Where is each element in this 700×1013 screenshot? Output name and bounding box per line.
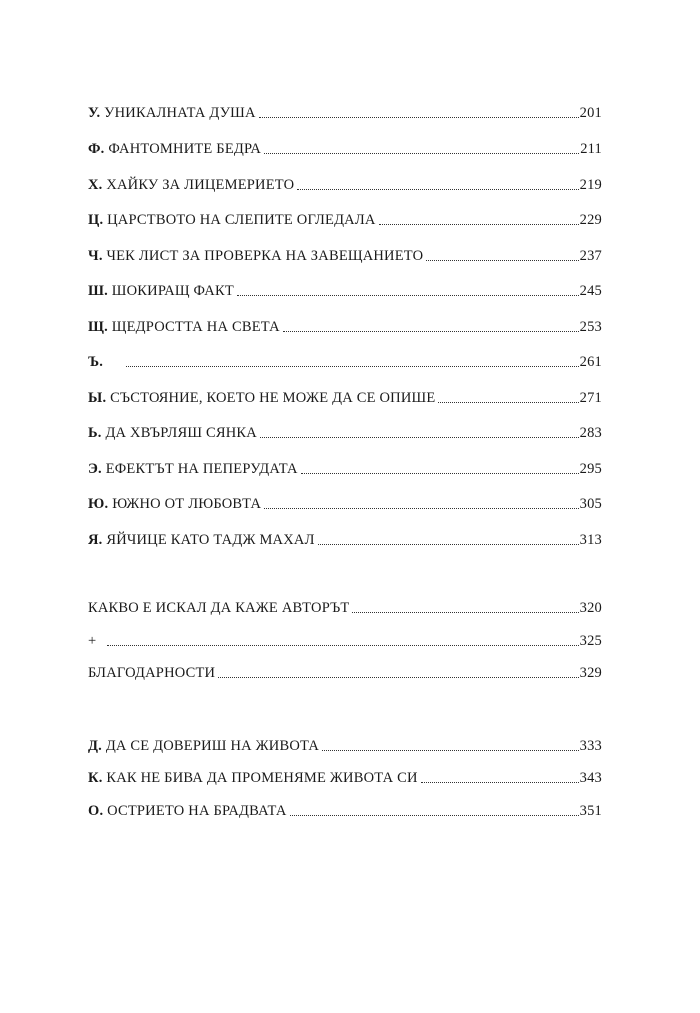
- dot-leader: [318, 544, 579, 545]
- toc-entry-letter: Э.: [88, 461, 106, 477]
- toc-entry-letter: Ю.: [88, 496, 113, 512]
- toc-entry-page: 211: [580, 141, 602, 157]
- toc-entry[interactable]: [88, 659, 602, 681]
- toc-entry[interactable]: [88, 242, 602, 264]
- toc-entry-page: 229: [579, 212, 602, 228]
- toc-entry-title: ХАЙКУ ЗА ЛИЦЕМЕРИЕТО: [106, 177, 295, 193]
- dot-leader: [107, 645, 579, 646]
- toc-entry[interactable]: [88, 490, 602, 512]
- toc-entry[interactable]: [88, 732, 602, 754]
- toc-entry-page: 261: [579, 354, 602, 370]
- dot-leader: [290, 815, 579, 816]
- dot-leader: [438, 402, 578, 403]
- dot-leader: [259, 117, 579, 118]
- toc-entry-letter: Щ.: [88, 319, 112, 335]
- toc-entry-page: 237: [579, 248, 602, 264]
- dot-leader: [379, 224, 579, 225]
- dot-leader: [421, 782, 579, 783]
- toc-entry-title: КАК НЕ БИВА ДА ПРОМЕНЯМЕ ЖИВОТА СИ: [106, 770, 418, 786]
- toc-entry-page: 343: [579, 770, 602, 786]
- dot-leader: [301, 473, 579, 474]
- toc-entry-letter: Ь.: [88, 425, 106, 441]
- toc-entry-page: 245: [579, 283, 602, 299]
- toc-entry-page: 271: [579, 390, 602, 406]
- toc-entry-title: ОСТРИЕТО НА БРАДВАТА: [107, 803, 287, 819]
- toc-entry[interactable]: [88, 526, 602, 548]
- toc-entry-title: ЕФЕКТЪТ НА ПЕПЕРУДАТА: [105, 461, 298, 477]
- toc-entry[interactable]: [88, 455, 602, 477]
- dot-leader: [322, 750, 579, 751]
- toc-entry-title: ФАНТОМНИТЕ БЕДРА: [108, 141, 262, 157]
- toc-entry-page: 219: [579, 177, 602, 193]
- toc-entry-title: ЦАРСТВОТО НА СЛЕПИТЕ ОГЛЕДАЛА: [107, 212, 376, 228]
- toc-entry[interactable]: [88, 135, 602, 157]
- toc-entry-title: ШОКИРАЩ ФАКТ: [111, 283, 234, 299]
- toc-entry-page: 295: [579, 461, 602, 477]
- toc-entry-letter: У.: [88, 105, 105, 121]
- toc-entry-letter: К.: [88, 770, 107, 786]
- toc-entry-page: 313: [579, 532, 602, 548]
- toc-entry-page: 320: [579, 600, 602, 616]
- toc-entry-letter: Ц.: [88, 212, 108, 228]
- dot-leader: [352, 612, 578, 613]
- toc-entry-letter: Ъ.: [88, 354, 107, 370]
- toc-entry-letter: Я.: [88, 532, 107, 548]
- toc-entry[interactable]: [88, 594, 602, 616]
- toc-entry-page: 305: [579, 496, 602, 512]
- toc-entry[interactable]: [88, 419, 602, 441]
- dot-leader: [264, 508, 579, 509]
- toc-entry[interactable]: [88, 99, 602, 121]
- toc-entry-title: ДА ХВЪРЛЯШ СЯНКА: [105, 425, 257, 441]
- dot-leader: [260, 437, 579, 438]
- toc-entry[interactable]: [88, 764, 602, 786]
- toc-entry[interactable]: [88, 384, 602, 406]
- toc-entry-title: +: [88, 633, 97, 649]
- toc-entry[interactable]: [88, 277, 602, 299]
- toc-entry-page: 283: [579, 425, 602, 441]
- dot-leader: [218, 677, 578, 678]
- toc-entry-title: УНИКАЛНАТА ДУША: [104, 105, 256, 121]
- toc-entry-title: ДА СЕ ДОВЕРИШ НА ЖИВОТА: [105, 738, 320, 754]
- toc-entry-letter: Ш.: [88, 283, 112, 299]
- dot-leader: [297, 189, 578, 190]
- toc-entry[interactable]: [88, 797, 602, 819]
- toc-entry-page: 253: [579, 319, 602, 335]
- toc-entry-title: СЪСТОЯНИЕ, КОЕТО НЕ МОЖЕ ДА СЕ ОПИШЕ: [110, 390, 436, 406]
- toc-entry-page: 201: [579, 105, 602, 121]
- toc-entry-letter: Ф.: [88, 141, 109, 157]
- toc-entry-letter: Ч.: [88, 248, 107, 264]
- dot-leader: [237, 295, 579, 296]
- dot-leader: [126, 366, 579, 367]
- dot-leader: [426, 260, 578, 261]
- toc-entry-title: БЛАГОДАРНОСТИ: [88, 665, 216, 681]
- toc-entry-title: ЩЕДРОСТТА НА СВЕТА: [111, 319, 280, 335]
- dot-leader: [283, 331, 579, 332]
- toc-entry-page: 325: [579, 633, 602, 649]
- dot-leader: [264, 153, 579, 154]
- toc-entry[interactable]: [88, 348, 602, 370]
- toc-entry-page: 329: [579, 665, 602, 681]
- toc-entry-page: 333: [579, 738, 602, 754]
- toc-entry-title: КАКВО Е ИСКАЛ ДА КАЖЕ АВТОРЪТ: [88, 600, 350, 616]
- toc-entry[interactable]: [88, 206, 602, 228]
- toc-entry-letter: Д.: [88, 738, 106, 754]
- toc-entry-title: ЯЙЧИЦЕ КАТО ТАДЖ МАХАЛ: [106, 532, 315, 548]
- toc-entry-letter: Х.: [88, 177, 107, 193]
- toc-entry[interactable]: [88, 627, 602, 649]
- toc-entry-letter: Ы.: [88, 390, 111, 406]
- toc-entry-page: 351: [579, 803, 602, 819]
- toc-entry-title: ЮЖНО ОТ ЛЮБОВТА: [112, 496, 262, 512]
- toc-entry-title: ЧЕК ЛИСТ ЗА ПРОВЕРКА НА ЗАВЕЩАНИЕТО: [106, 248, 424, 264]
- toc-entry[interactable]: [88, 171, 602, 193]
- toc-entry[interactable]: [88, 313, 602, 335]
- toc-entry-letter: О.: [88, 803, 108, 819]
